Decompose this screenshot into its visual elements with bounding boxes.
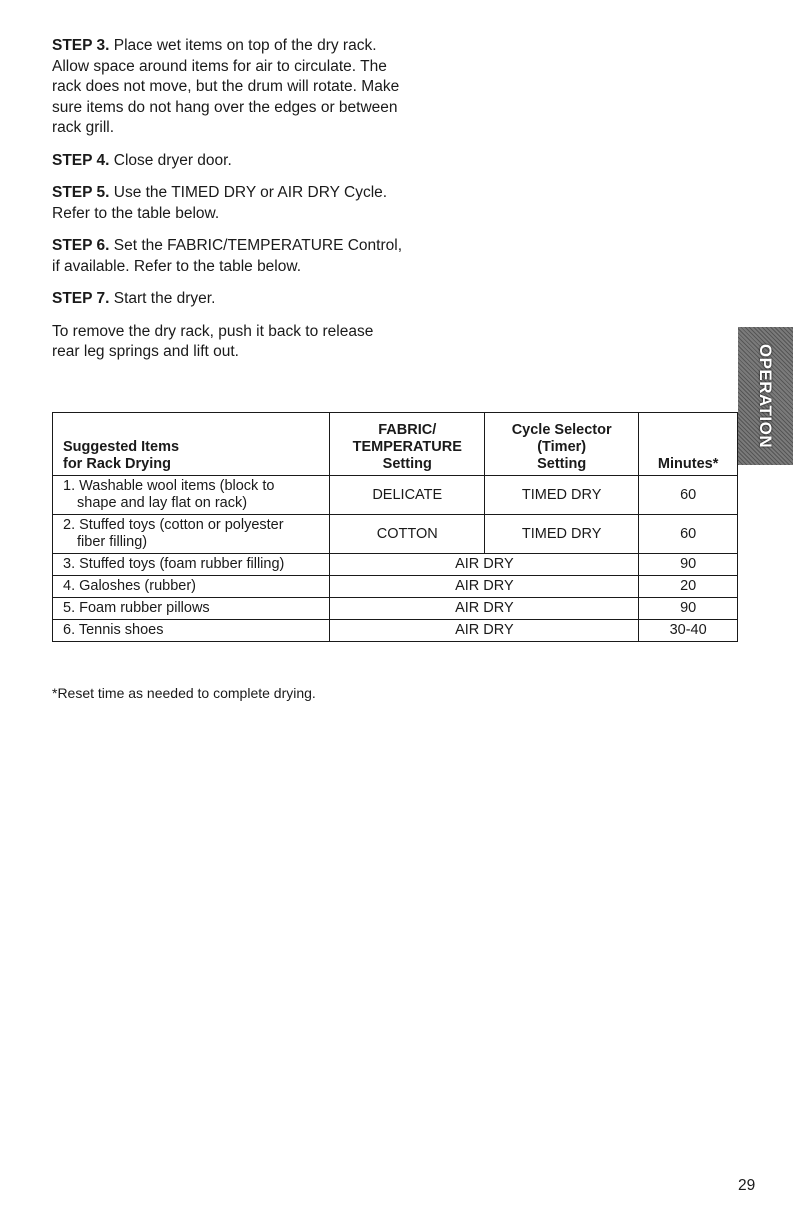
header-fabric: FABRIC/ TEMPERATURE Setting [330, 413, 485, 476]
table-row [53, 598, 738, 620]
item-cell: 2. Stuffed toys (cotton or polyester fiber filling) [53, 515, 330, 554]
step-text: Place wet items on top of the dry rack. Allow space around items for air to circulate. The rack does not move, but the drum will rotate. Make sure items do not hang over the edges or between rack grill. [52, 37, 400, 136]
rack-drying-table [52, 412, 738, 642]
cycle-cell: TIMED DRY [485, 476, 639, 515]
step-3 [52, 36, 402, 139]
step-text: Close dryer door. [109, 151, 232, 169]
header-items: Suggested Items for Rack Drying [53, 413, 330, 476]
step-label: STEP 6. [52, 237, 110, 254]
step-text: Use the TIMED DRY or AIR DRY Cycle. Refer to the table below. [52, 184, 388, 222]
item-cell: 6. Tennis shoes [53, 620, 330, 642]
setting-cell: AIR DRY [330, 554, 639, 576]
item-cell: 5. Foam rubber pillows [53, 598, 330, 620]
step-7 [52, 289, 402, 310]
step-text: Start the dryer. [109, 290, 216, 307]
minutes-cell: 60 [639, 476, 738, 515]
header-cycle: Cycle Selector (Timer) Setting [485, 413, 639, 476]
item-cell: 1. Washable wool items (block to shape and lay flat on rack) [53, 476, 330, 515]
table-row [53, 554, 738, 576]
step-label: STEP 4. [52, 151, 110, 169]
section-tab [738, 327, 793, 465]
instructions [52, 36, 402, 375]
table-row [53, 515, 738, 554]
minutes-cell: 90 [639, 598, 738, 620]
footnote: *Reset time as needed to complete drying. [52, 685, 316, 701]
step-label: STEP 5. [52, 184, 110, 201]
item-cell: 3. Stuffed toys (foam rubber filling) [53, 554, 330, 576]
remove-rack-note: To remove the dry rack, push it back to release rear leg springs and lift out. [52, 322, 374, 360]
step-4 [52, 151, 402, 172]
minutes-cell: 90 [639, 554, 738, 576]
step-text: Set the FABRIC/TEMPERATURE Control, if available. Refer to the table below. [52, 237, 403, 275]
page-number: 29 [738, 1177, 756, 1194]
cycle-cell: TIMED DRY [485, 515, 639, 554]
minutes-cell: 30-40 [639, 620, 738, 642]
step-label: STEP 3. [52, 37, 110, 54]
item-cell: 4. Galoshes (rubber) [53, 576, 330, 598]
table-row [53, 620, 738, 642]
fabric-cell: COTTON [330, 515, 485, 554]
setting-cell: AIR DRY [330, 598, 639, 620]
step-label: STEP 7. [52, 290, 110, 307]
minutes-cell: 20 [639, 576, 738, 598]
minutes-cell: 60 [639, 515, 738, 554]
setting-cell: AIR DRY [330, 620, 639, 642]
table-row [53, 476, 738, 515]
fabric-cell: DELICATE [330, 476, 485, 515]
setting-cell: AIR DRY [330, 576, 639, 598]
header-minutes: Minutes* [639, 413, 738, 476]
step-6 [52, 236, 402, 277]
table-row [53, 576, 738, 598]
table-header-row [53, 413, 738, 476]
step-5 [52, 183, 402, 224]
section-tab-label: OPERATION [756, 343, 776, 449]
